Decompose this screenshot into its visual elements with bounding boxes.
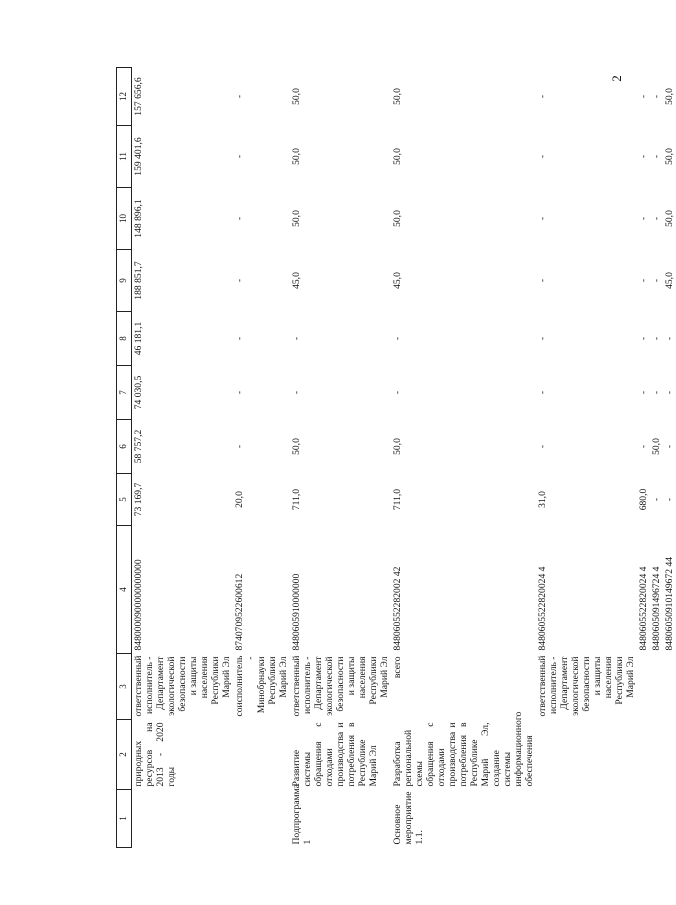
budget-code-cell: 8480605910000000 xyxy=(291,573,302,651)
year-value-cell: - xyxy=(234,336,245,341)
year-value-cell: 159 401,6 xyxy=(133,137,144,176)
year-value-cell: 711,0 xyxy=(392,488,403,511)
executor-cell: всего xyxy=(392,656,403,679)
executor-cell xyxy=(650,654,663,720)
year-value-cell: 45,0 xyxy=(392,272,403,289)
year-value-cell: 31,0 xyxy=(537,491,548,508)
description-cell xyxy=(536,720,637,790)
year-value-cell: - xyxy=(537,336,548,341)
header-cell: 1 xyxy=(117,790,132,848)
header-cell: 4 xyxy=(117,526,132,654)
description-cell: природных ресурсов на 2013 - 2020 годы xyxy=(133,722,177,787)
year-value-cell: - xyxy=(651,154,662,159)
year-value-cell: 711,0 xyxy=(291,488,302,511)
year-value-cell: - xyxy=(638,94,649,99)
row-label-cell xyxy=(650,790,663,848)
row-label-cell xyxy=(233,790,290,848)
budget-code-cell: 8740709522600612 xyxy=(234,573,245,651)
table-row xyxy=(132,68,234,848)
description-cell: Разработка региональной схемы обращения с отходами производства и потребления в Республике Марий Эл, создание системы информационного обеспечения xyxy=(392,711,535,787)
year-value-cell: - xyxy=(392,390,403,395)
year-value-cell: 157 656,6 xyxy=(133,77,144,116)
header-cell: 9 xyxy=(117,250,132,312)
rotated-table-container xyxy=(116,68,675,848)
row-label-cell: Подпрограмма 1 xyxy=(291,784,313,845)
year-value-cell: - xyxy=(537,444,548,449)
row-label-cell xyxy=(663,790,676,848)
year-value-cell: - xyxy=(664,444,675,449)
table-row xyxy=(233,68,290,848)
header-cell: 5 xyxy=(117,474,132,526)
year-value-cell: 58 757,2 xyxy=(133,429,144,464)
header-cell: 12 xyxy=(117,68,132,126)
budget-code-cell: 8480000900000000000 xyxy=(133,559,144,651)
year-value-cell: - xyxy=(638,390,649,395)
table-body xyxy=(117,68,676,848)
year-value-cell: - xyxy=(638,278,649,283)
year-value-cell: - xyxy=(651,497,662,502)
year-value-cell: - xyxy=(651,336,662,341)
budget-code-cell: 8480605091496724 4 xyxy=(651,566,662,651)
budget-code-cell: 8480605522820024 4 xyxy=(638,566,649,651)
year-value-cell: 188 851,7 xyxy=(133,261,144,300)
budget-code-cell: 8480605522820024 4 xyxy=(537,566,548,651)
year-value-cell: 45,0 xyxy=(291,272,302,289)
year-value-cell: 50,0 xyxy=(651,438,662,455)
year-value-cell: - xyxy=(234,154,245,159)
executor-cell: ответственный исполнитель - Департамент экологической безопасности и защиты населения Республики Марий Эл xyxy=(291,655,390,717)
executor-cell: ответственный исполнитель - Департамент экологической безопасности и защиты населения Республики Марий Эл xyxy=(537,655,636,717)
year-value-cell: - xyxy=(537,390,548,395)
year-value-cell: - xyxy=(392,336,403,341)
table-row xyxy=(391,68,536,848)
year-value-cell: - xyxy=(291,336,302,341)
description-cell xyxy=(663,720,676,790)
year-value-cell: - xyxy=(234,444,245,449)
table-row xyxy=(650,68,663,848)
table-row xyxy=(663,68,676,848)
year-value-cell: 50,0 xyxy=(392,88,403,105)
year-value-cell: - xyxy=(537,278,548,283)
year-value-cell: - xyxy=(234,390,245,395)
year-value-cell: - xyxy=(651,278,662,283)
header-cell: 11 xyxy=(117,126,132,188)
executor-cell: ответственный исполнитель - Департамент экологической безопасности и защиты населения Республики Марий Эл xyxy=(133,655,232,717)
executor-cell xyxy=(663,654,676,720)
description-cell xyxy=(233,720,290,790)
year-value-cell: 50,0 xyxy=(392,210,403,227)
year-value-cell: 73 169,7 xyxy=(133,482,144,517)
year-value-cell: - xyxy=(638,336,649,341)
year-value-cell: 46 181,1 xyxy=(133,321,144,356)
year-value-cell: 45,0 xyxy=(664,272,675,289)
row-label-cell: Основное мероприятие 1.1. xyxy=(392,791,425,845)
table-row xyxy=(290,68,391,848)
year-value-cell: - xyxy=(638,154,649,159)
year-value-cell: - xyxy=(664,390,675,395)
year-value-cell: - xyxy=(291,390,302,395)
header-cell: 10 xyxy=(117,188,132,250)
page-number: 2 xyxy=(608,75,624,82)
year-value-cell: 50,0 xyxy=(664,88,675,105)
row-label-cell xyxy=(637,790,650,848)
year-value-cell: - xyxy=(651,94,662,99)
header-cell: 3 xyxy=(117,654,132,720)
year-value-cell: 50,0 xyxy=(291,88,302,105)
year-value-cell: 20,0 xyxy=(234,491,245,508)
year-value-cell: - xyxy=(537,154,548,159)
year-value-cell: - xyxy=(537,94,548,99)
budget-code-cell: 84806050910149672 44 xyxy=(664,556,675,651)
year-value-cell: - xyxy=(638,216,649,221)
header-cell: 7 xyxy=(117,366,132,420)
year-value-cell: 50,0 xyxy=(664,210,675,227)
column-number-row xyxy=(117,68,132,848)
year-value-cell: - xyxy=(638,444,649,449)
description-cell: Развитие системы обращения с отходами производства и потребления в Республике Марий Эл xyxy=(291,722,379,787)
year-value-cell: - xyxy=(537,216,548,221)
year-value-cell: - xyxy=(651,390,662,395)
program-funding-table xyxy=(116,67,676,848)
year-value-cell: 148 896,1 xyxy=(133,199,144,238)
header-cell: 2 xyxy=(117,720,132,790)
executor-cell xyxy=(637,654,650,720)
description-cell xyxy=(650,720,663,790)
year-value-cell: - xyxy=(234,278,245,283)
row-label-cell xyxy=(536,790,637,848)
year-value-cell: 50,0 xyxy=(392,148,403,165)
budget-code-cell: 848060552282002 42 xyxy=(392,566,403,651)
year-value-cell: - xyxy=(664,497,675,502)
year-value-cell: 50,0 xyxy=(392,438,403,455)
year-value-cell: - xyxy=(234,94,245,99)
row-label-cell xyxy=(132,790,234,848)
executor-cell: соисполнитель - Минобрнауки Республики Марий Эл xyxy=(234,655,289,717)
year-value-cell: 50,0 xyxy=(291,438,302,455)
year-value-cell: 74 030,5 xyxy=(133,375,144,410)
table-row xyxy=(536,68,637,848)
year-value-cell: 680,0 xyxy=(638,488,649,511)
year-value-cell: 50,0 xyxy=(664,148,675,165)
header-cell: 8 xyxy=(117,312,132,366)
header-cell: 6 xyxy=(117,420,132,474)
year-value-cell: - xyxy=(651,216,662,221)
description-cell xyxy=(637,720,650,790)
year-value-cell: 50,0 xyxy=(291,210,302,227)
table-row xyxy=(637,68,650,848)
year-value-cell: - xyxy=(234,216,245,221)
year-value-cell: 50,0 xyxy=(291,148,302,165)
year-value-cell: - xyxy=(664,336,675,341)
